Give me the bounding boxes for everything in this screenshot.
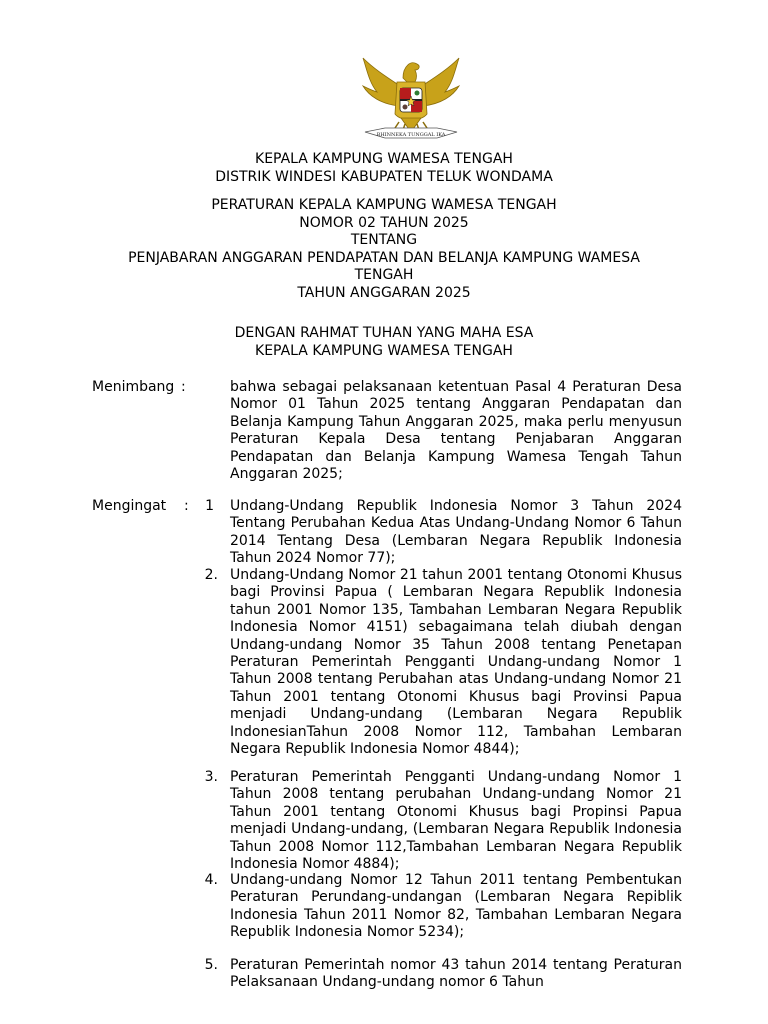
title-line: PENJABARAN ANGGARAN PENDAPATAN DAN BELANJA KAMPUNG WAMESA — [128, 249, 640, 266]
list-item-text: Undang-Undang Republik Indonesia Nomor 3 Tahun 2024 Tentang Perubahan Kedua Atas Undang-Undang Nomor 6 Tahun 2014 Tentang Desa (Lembaran Negara Republik Indonesia Tahun 2024 Nomor 77); — [230, 498, 682, 567]
mengingat-label: Mengingat — [92, 498, 167, 514]
list-item-number: 3. — [204, 769, 218, 785]
menimbang-text: bahwa sebagai pelaksanaan ketentuan Pasal 4 Peraturan Desa Nomor 01 Tahun 2025 tentang Anggaran Pendapatan dan Belanja Kampung Tahun Anggaran 2025, maka perlu menyusun Peraturan Kepala Desa tentang Penjabaran Anggaran Pendapatan dan Belanja Kampung Wamesa Tengah Tahun Anggaran 2025; — [230, 379, 682, 483]
list-item-text: Peraturan Pemerintah Pengganti Undang-undang Nomor 1 Tahun 2008 tentang perubahan Undang-undang Nomor 21 Tahun 2001 tentang Otonomi Khusus bagi Propinsi Papua menjadi Undang-undang, (Lembaran Negara Republik Indonesia Tahun 2008 Nomor 112,Tambahan Lembaran Negara Republik Indonesia Nomor 4884); — [230, 769, 682, 873]
regulation-title — [0, 197, 768, 303]
title-line: TENTANG — [350, 232, 418, 249]
list-item-number: 1 — [205, 498, 214, 514]
list-item-number: 2. — [204, 567, 218, 583]
mengingat-colon: : — [184, 498, 189, 514]
document-header — [0, 151, 768, 186]
title-line: TAHUN ANGGARAN 2025 — [297, 284, 471, 301]
title-line: TENGAH — [354, 267, 414, 284]
list-item-text: Undang-undang Nomor 12 Tahun 2011 tentang Pembentukan Peraturan Perundang-undangan (Lembaran Negara Repiblik Indonesia Tahun 2011 Nomor 82, Tambahan Lembaran Negara Republik Indonesia Nomor 5234); — [230, 872, 682, 941]
list-item-text: Peraturan Pemerintah nomor 43 tahun 2014 tentang Peraturan Pelaksanaan Undang-undang nomor 6 Tahun — [230, 957, 682, 991]
menimbang-colon: : — [181, 379, 186, 395]
garuda-emblem-icon — [355, 52, 467, 144]
grace-line: KEPALA KAMPUNG WAMESA TENGAH — [255, 342, 513, 359]
grace-statement — [0, 325, 768, 360]
title-line: NOMOR 02 TAHUN 2025 — [299, 214, 469, 231]
header-line: KEPALA KAMPUNG WAMESA TENGAH — [255, 151, 513, 167]
title-line: PERATURAN KEPALA KAMPUNG WAMESA TENGAH — [211, 197, 557, 213]
grace-line: DENGAN RAHMAT TUHAN YANG MAHA ESA — [234, 325, 534, 341]
menimbang-label: Menimbang — [92, 379, 175, 395]
list-item-number: 5. — [204, 957, 218, 973]
list-item-number: 4. — [204, 872, 218, 888]
header-line: DISTRIK WINDESI KABUPATEN TELUK WONDAMA — [215, 168, 553, 185]
list-item-text: Undang-Undang Nomor 21 tahun 2001 tentang Otonomi Khusus bagi Provinsi Papua ( Lembaran Negara Republik Indonesia tahun 2001 Nomor 135, Tambahan Lembaran Negara Republik Indonesia Nomor 4151) sebagaimana telah diubah dengan Undang-undang Nomor 35 Tahun 2008 tentang Penetapan Peraturan Pemerintah Pengganti Undang-undang Nomor 1 Tahun 2008 tentang Perubahan atas Undang-undang Nomor 21 Tahun 2001 tentang Otonomi Khusus bagi Provinsi Papua menjadi Undang-undang (Lembaran Negara Republik IndonesianTahun 2008 Nomor 112, Tambahan Lembaran Negara Republik Indonesia Nomor 4844); — [230, 567, 682, 758]
svg-text:BHINNEKA TUNGGAL IKA: BHINNEKA TUNGGAL IKA — [376, 132, 446, 138]
